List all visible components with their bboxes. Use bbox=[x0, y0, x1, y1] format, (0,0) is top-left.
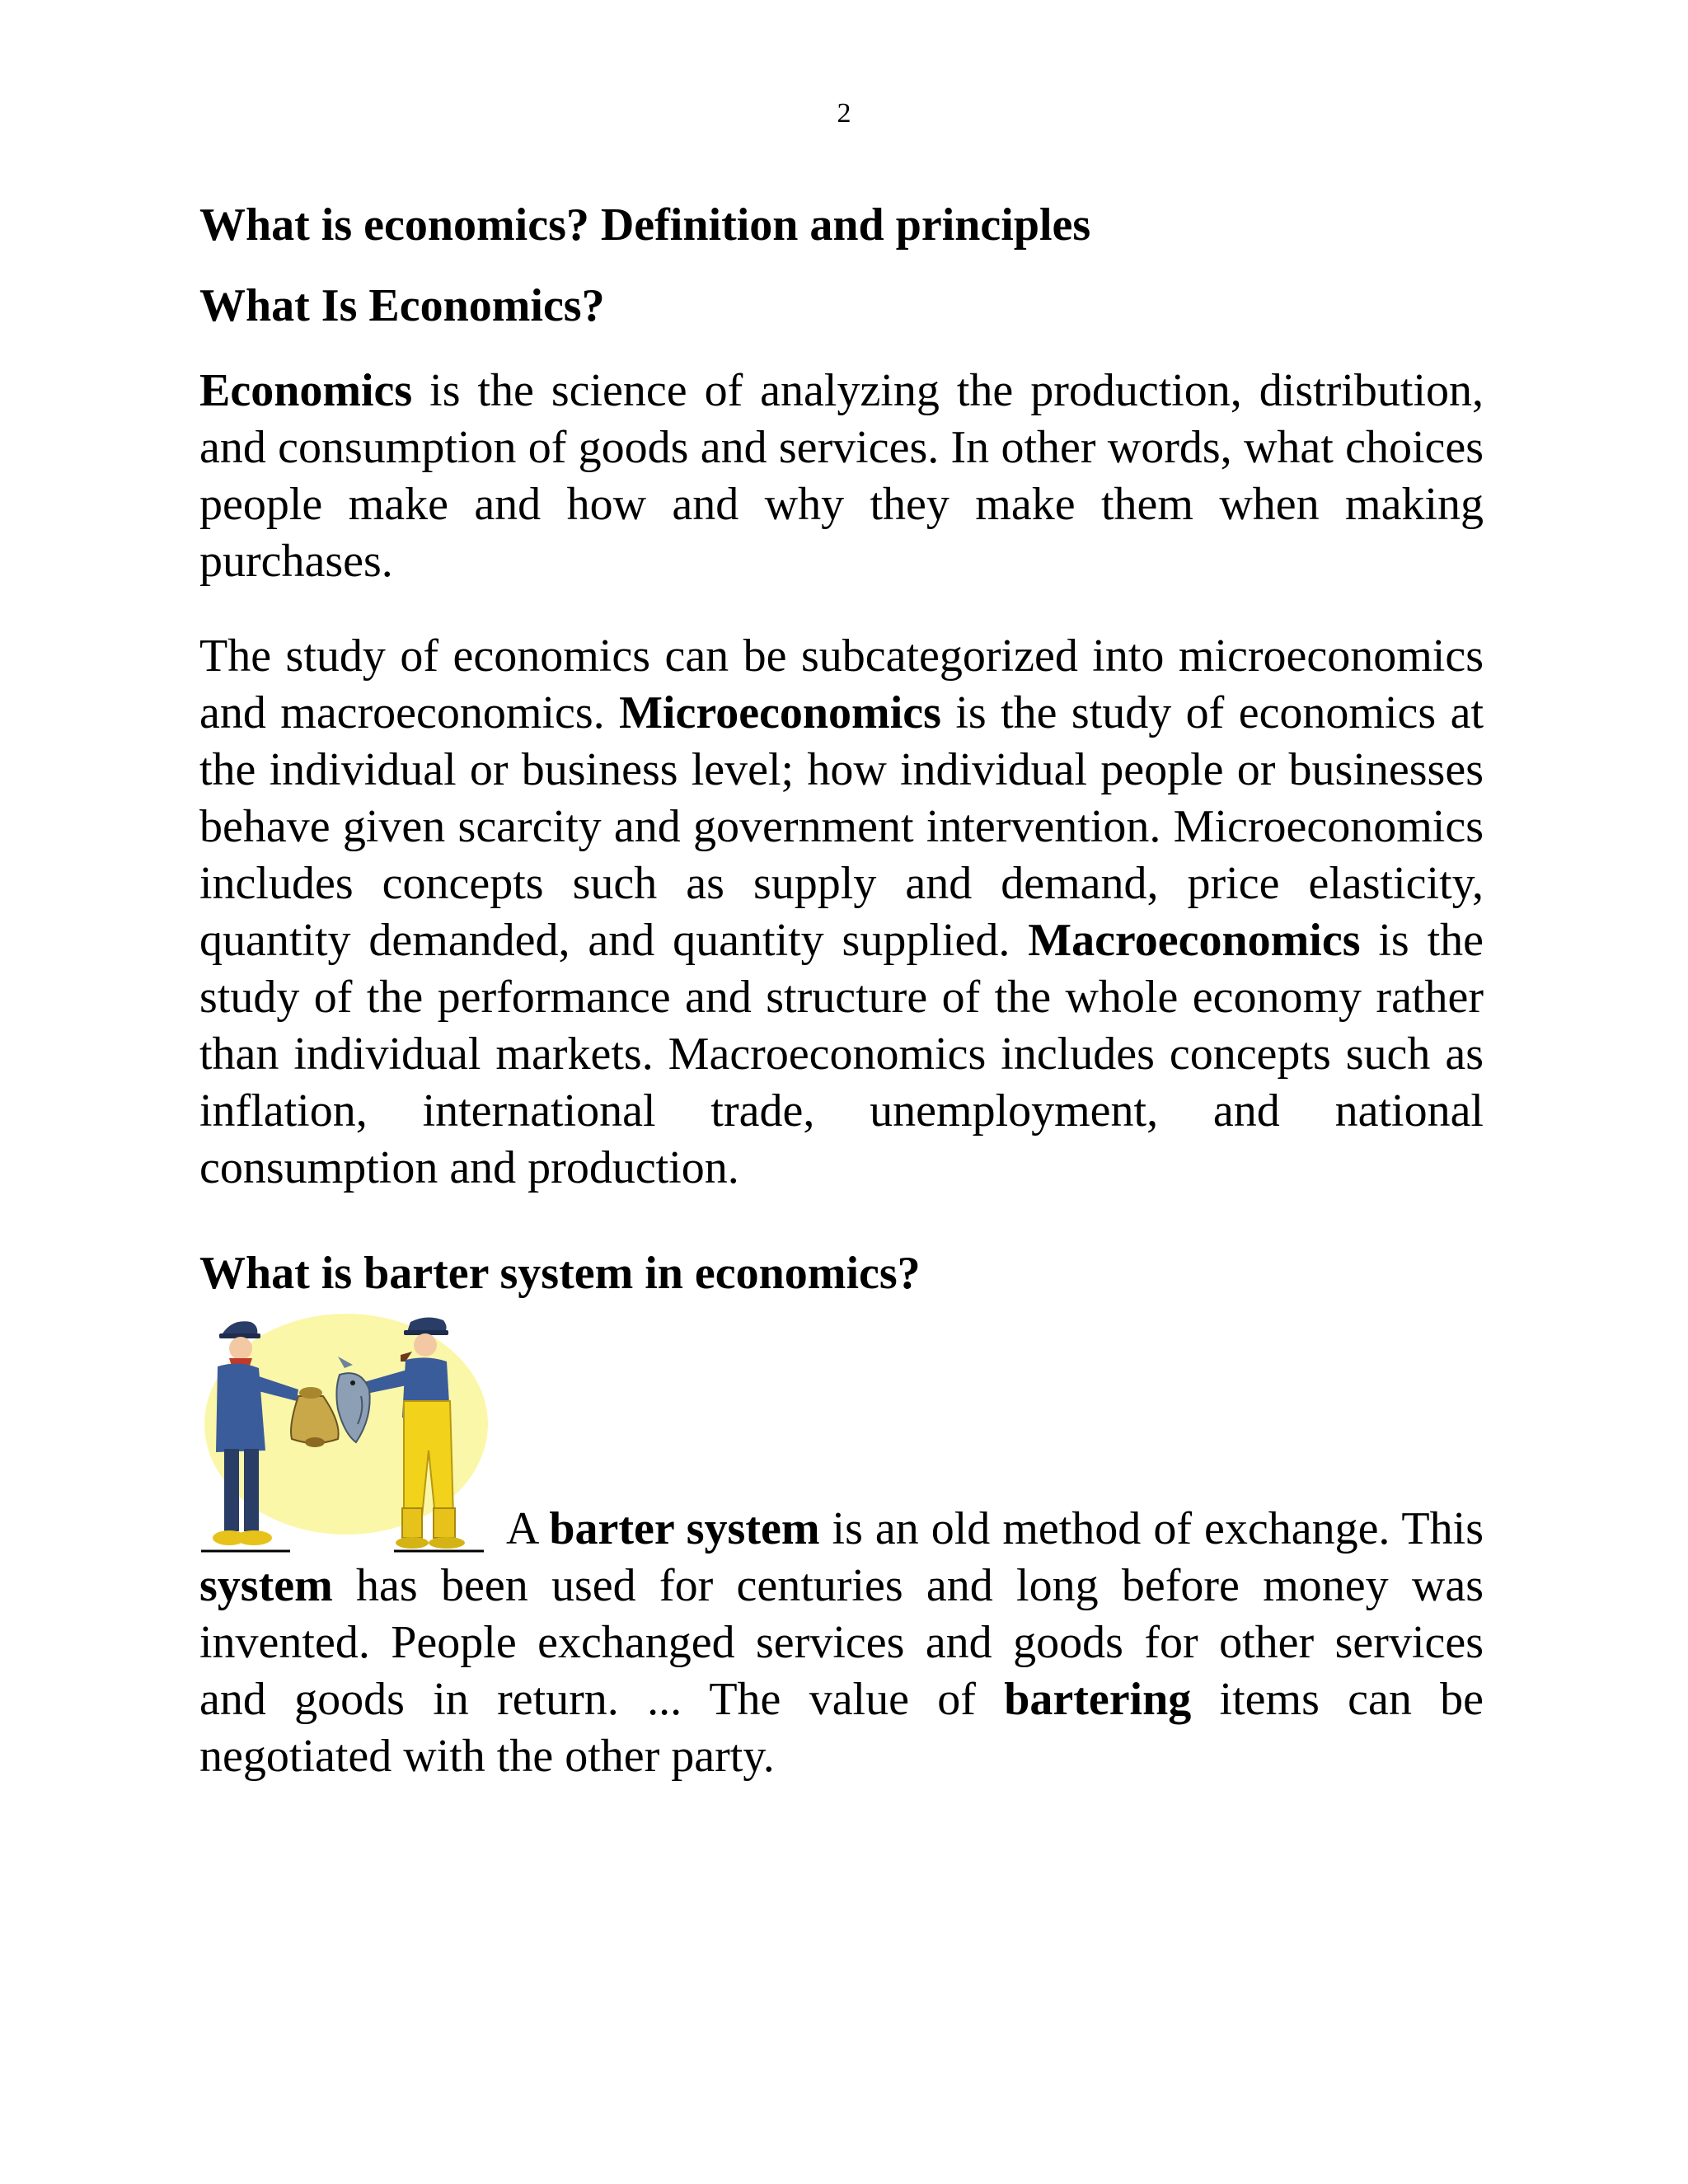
page-number: 2 bbox=[837, 98, 851, 129]
paragraph-text: is the study of economics at the individual or business level; how individual people or businesses behave given scarcity and government intervention. Microeconomics includes concepts such as supply and demand, price elasticity, quantity demanded, and quantity supplied. bbox=[199, 687, 1484, 966]
paragraph-text: has been used for centuries and long before money was invented. People exchanged services and goods for other services and goods in return. ... The value of bbox=[199, 1560, 1484, 1725]
paragraph-micro-macro bbox=[199, 628, 1484, 1197]
bold-term-microeconomics: Microeconomics bbox=[619, 687, 941, 738]
paragraph-text: items can be negotiated with the other party. bbox=[199, 1674, 1484, 1782]
bold-term-barter-system: barter system bbox=[549, 1503, 820, 1554]
bold-term-economics: Economics bbox=[199, 365, 413, 416]
bold-term-bartering: bartering bbox=[1004, 1674, 1192, 1725]
paragraph-text: A bbox=[506, 1503, 550, 1554]
paragraph-text: is the study of the performance and structure of the whole economy rather than individual markets. Macroeconomics includes concepts such as inflation, international trade, unemployment, and national consumption and production. bbox=[199, 915, 1484, 1193]
page-title: What is economics? Definition and principles bbox=[199, 199, 1091, 251]
paragraph-text: is an old method of exchange. This bbox=[819, 1503, 1484, 1554]
barter-trade-illustration-icon bbox=[199, 1310, 488, 1558]
barter-section bbox=[199, 1310, 1484, 1785]
section-heading-what-is-economics: What Is Economics? bbox=[199, 280, 605, 331]
paragraph-economics-definition bbox=[199, 363, 1484, 590]
document-body bbox=[199, 196, 1484, 1785]
bold-term-macroeconomics: Macroeconomics bbox=[1028, 915, 1361, 966]
paragraph-text: is the science of analyzing the production, distribution, and consumption of goods and services. In other words, what choices people make and how and why they make them when making purchases. bbox=[199, 365, 1484, 587]
section-heading-barter-system: What is barter system in economics? bbox=[199, 1248, 921, 1299]
paragraph-text: The study of economics can be subcategorized into microeconomics and macroeconomics. bbox=[199, 630, 1484, 738]
bold-term-system: system bbox=[199, 1560, 333, 1611]
